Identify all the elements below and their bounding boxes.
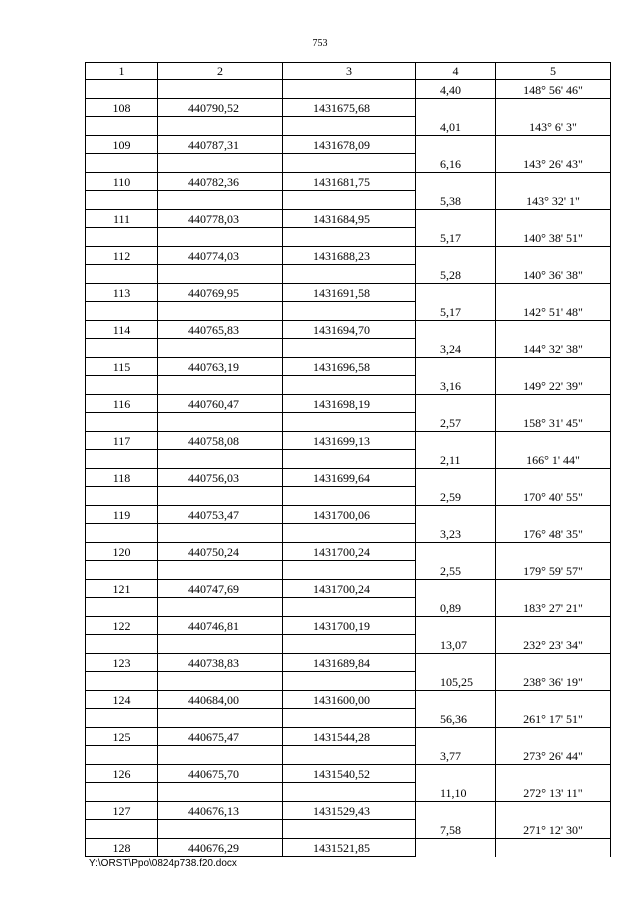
point-number: 128 [86, 838, 158, 857]
point-number: 110 [86, 172, 158, 191]
point-y: 1431600,00 [313, 693, 370, 707]
segment-row [86, 376, 611, 395]
point-row [86, 394, 611, 413]
segment-angle: 149° 22' 39" [496, 376, 611, 395]
point-number: 123 [86, 653, 158, 672]
segment-length: 13,07 [440, 637, 467, 652]
point-number: 116 [86, 394, 158, 413]
table-body [86, 80, 611, 857]
segment-angle: 232° 23' 34" [496, 635, 611, 654]
point-row [86, 431, 611, 450]
segment-length: 2,57 [440, 415, 461, 430]
segment-length: 5,28 [440, 267, 461, 282]
segment-row [86, 820, 611, 839]
point-y: 1431696,58 [313, 360, 370, 374]
table-header-row [86, 63, 611, 80]
segment-row [86, 80, 611, 99]
point-row [86, 505, 611, 524]
point-row [86, 98, 611, 117]
point-row [86, 209, 611, 228]
segment-angle: 143° 26' 43" [496, 154, 611, 173]
segment-length: 5,38 [440, 193, 461, 208]
point-row [86, 320, 611, 339]
segment-row [86, 561, 611, 580]
point-number: 121 [86, 579, 158, 598]
segment-row [86, 635, 611, 654]
point-number: 127 [86, 801, 158, 820]
segment-row [86, 487, 611, 506]
point-x: 440765,83 [188, 323, 239, 337]
point-y: 1431678,09 [313, 138, 370, 152]
point-number: 113 [86, 283, 158, 302]
point-number: 118 [86, 468, 158, 487]
segment-row [86, 117, 611, 136]
segment-row [86, 154, 611, 173]
point-row [86, 653, 611, 672]
segment-row [86, 709, 611, 728]
point-row [86, 246, 611, 265]
point-row [86, 468, 611, 487]
point-y: 1431540,52 [313, 767, 370, 781]
point-x: 440746,81 [188, 619, 239, 633]
segment-angle: 144° 32' 38" [496, 339, 611, 358]
point-number: 108 [86, 98, 158, 117]
point-y: 1431529,43 [313, 804, 370, 818]
segment-angle: 143° 32' 1" [496, 191, 611, 210]
point-row [86, 283, 611, 302]
segment-row [86, 191, 611, 210]
point-number: 126 [86, 764, 158, 783]
segment-row [86, 228, 611, 247]
point-row [86, 357, 611, 376]
segment-angle: 272° 13' 11" [496, 783, 611, 802]
segment-length: 3,16 [440, 378, 461, 393]
point-number: 117 [86, 431, 158, 450]
segment-length: 3,77 [440, 748, 461, 763]
segment-length: 4,01 [440, 119, 461, 134]
point-y: 1431675,68 [313, 101, 370, 115]
point-x: 440676,29 [188, 841, 239, 855]
point-y: 1431700,24 [313, 582, 370, 596]
point-x: 440750,24 [188, 545, 239, 559]
segment-row [86, 450, 611, 469]
point-x: 440747,69 [188, 582, 239, 596]
point-y: 1431700,06 [313, 508, 370, 522]
point-row [86, 764, 611, 783]
point-row [86, 690, 611, 709]
segment-angle: 140° 36' 38" [496, 265, 611, 284]
segment-angle: 170° 40' 55" [496, 487, 611, 506]
segment-angle: 238° 36' 19" [496, 672, 611, 691]
point-number: 124 [86, 690, 158, 709]
segment-length: 105,25 [440, 674, 473, 689]
point-x: 440676,13 [188, 804, 239, 818]
segment-angle: 143° 6' 3" [496, 117, 611, 136]
point-y: 1431521,85 [313, 841, 370, 855]
page-number: 753 [312, 38, 328, 49]
point-row [86, 616, 611, 635]
column-header: 2 [158, 63, 283, 80]
segment-angle: 166° 1' 44" [496, 450, 611, 469]
point-x: 440756,03 [188, 471, 239, 485]
point-x: 440782,36 [188, 175, 239, 189]
point-x: 440760,47 [188, 397, 239, 411]
point-y: 1431684,95 [313, 212, 370, 226]
point-x: 440778,03 [188, 212, 239, 226]
point-row [86, 838, 611, 857]
point-number: 122 [86, 616, 158, 635]
point-number: 115 [86, 357, 158, 376]
point-number: 114 [86, 320, 158, 339]
point-y: 1431691,58 [313, 286, 370, 300]
point-number: 109 [86, 135, 158, 154]
point-x: 440769,95 [188, 286, 239, 300]
segment-length: 2,59 [440, 489, 461, 504]
point-number: 112 [86, 246, 158, 265]
segment-length: 7,58 [440, 822, 461, 837]
segment-length: 5,17 [440, 304, 461, 319]
segment-angle: 261° 17' 51" [496, 709, 611, 728]
segment-length: 2,11 [440, 452, 461, 467]
segment-row [86, 672, 611, 691]
segment-row [86, 413, 611, 432]
point-y: 1431689,84 [313, 656, 370, 670]
segment-angle: 273° 26' 44" [496, 746, 611, 765]
segment-length: 3,23 [440, 526, 461, 541]
point-x: 440684,00 [188, 693, 239, 707]
point-x: 440753,47 [188, 508, 239, 522]
point-row [86, 727, 611, 746]
point-y: 1431700,19 [313, 619, 370, 633]
point-row [86, 542, 611, 561]
segment-length: 5,17 [440, 230, 461, 245]
point-x: 440738,83 [188, 656, 239, 670]
segment-angle: 148° 56' 46" [496, 80, 611, 99]
segment-row [86, 524, 611, 543]
file-path-footer: Y:\ORST\Ppo\0824p738.f20.docx [89, 858, 237, 869]
segment-row [86, 783, 611, 802]
point-y: 1431544,28 [313, 730, 370, 744]
segment-length: 56,36 [440, 711, 467, 726]
point-row [86, 579, 611, 598]
point-y: 1431699,13 [313, 434, 370, 448]
column-header: 1 [86, 63, 158, 80]
point-y: 1431688,23 [313, 249, 370, 263]
column-header: 3 [283, 63, 416, 80]
point-number: 119 [86, 505, 158, 524]
point-x: 440758,08 [188, 434, 239, 448]
segment-length: 6,16 [440, 156, 461, 171]
point-y: 1431698,19 [313, 397, 370, 411]
point-y: 1431681,75 [313, 175, 370, 189]
point-number: 125 [86, 727, 158, 746]
segment-angle: 271° 12' 30" [496, 820, 611, 839]
point-x: 440675,70 [188, 767, 239, 781]
segment-angle: 179° 59' 57" [496, 561, 611, 580]
segment-angle: 183° 27' 21" [496, 598, 611, 617]
point-number: 120 [86, 542, 158, 561]
segment-length: 0,89 [440, 600, 461, 615]
column-header: 5 [496, 63, 611, 80]
point-y: 1431694,70 [313, 323, 370, 337]
point-y: 1431700,24 [313, 545, 370, 559]
point-x: 440774,03 [188, 249, 239, 263]
point-x: 440675,47 [188, 730, 239, 744]
point-row [86, 172, 611, 191]
coordinates-table [85, 62, 611, 857]
point-x: 440787,31 [188, 138, 239, 152]
point-y: 1431699,64 [313, 471, 370, 485]
segment-row [86, 598, 611, 617]
segment-angle: 176° 48' 35" [496, 524, 611, 543]
segment-angle: 140° 38' 51" [496, 228, 611, 247]
segment-length: 2,55 [440, 563, 461, 578]
point-row [86, 801, 611, 820]
segment-angle: 142° 51' 48" [496, 302, 611, 321]
segment-angle: 158° 31' 45" [496, 413, 611, 432]
segment-row [86, 302, 611, 321]
point-row [86, 135, 611, 154]
segment-row [86, 339, 611, 358]
point-x: 440790,52 [188, 101, 239, 115]
segment-length: 3,24 [440, 341, 461, 356]
point-x: 440763,19 [188, 360, 239, 374]
point-number: 111 [86, 209, 158, 228]
segment-row [86, 265, 611, 284]
segment-length: 11,10 [440, 785, 467, 800]
segment-row [86, 746, 611, 765]
column-header: 4 [416, 63, 496, 80]
segment-length: 4,40 [440, 82, 461, 97]
